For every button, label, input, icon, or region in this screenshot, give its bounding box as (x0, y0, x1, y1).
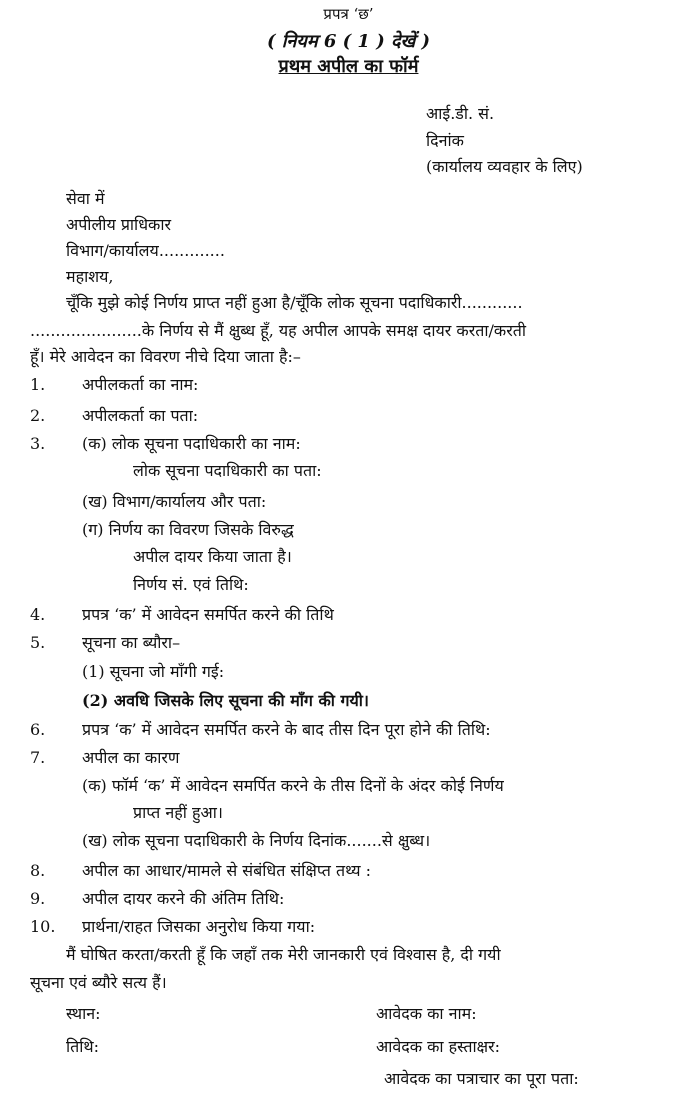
item-number-4: 4. (30, 605, 46, 624)
address-department: विभाग/कार्यालय............. (66, 241, 225, 260)
item-5-2-text: (2) अवधि जिसके लिए सूचना की माँग की गयी। (82, 691, 369, 710)
item-10-text: प्रार्थना/राहत जिसका अनुरोध किया गया: (82, 917, 316, 936)
address-authority: अपीलीय प्राधिकार (66, 215, 172, 234)
date-label: तिथि: (66, 1037, 100, 1056)
item-2-text: अपीलकर्ता का पता: (82, 406, 199, 425)
declaration-line-1: मैं घोषित करता/करती हूँ कि जहाँ तक मेरी जानकारी एवं विश्वास है, दी गयी (66, 945, 501, 964)
item-9-text: अपील दायर करने की अंतिम तिथि: (82, 889, 285, 908)
item-number-7: 7. (30, 748, 46, 767)
address-to: सेवा में (66, 189, 105, 208)
place-label: स्थान: (66, 1004, 101, 1023)
intro-line-3: हूँ। मेरे आवेदन का विवरण नीचे दिया जाता है:– (30, 347, 301, 366)
salutation: महाशय, (66, 267, 114, 286)
item-number-5: 5. (30, 633, 46, 652)
item-7a-line-2: प्राप्त नहीं हुआ। (133, 803, 223, 822)
declaration-line-2: सूचना एवं ब्यौरे सत्य हैं। (30, 973, 167, 992)
item-3c-line-3: निर्णय सं. एवं तिथि: (133, 575, 249, 594)
item-number-3: 3. (30, 434, 46, 453)
item-number-10: 10. (30, 917, 56, 936)
applicant-name-label: आवेदक का नाम: (376, 1004, 477, 1023)
rule-reference: ( नियम 6 ( 1 ) देखें ) (266, 31, 431, 52)
item-1-text: अपीलकर्ता का नाम: (82, 375, 199, 394)
item-5-text: सूचना का ब्यौरा– (82, 633, 181, 652)
item-3a-text: (क) लोक सूचना पदाधिकारी का नाम: (82, 434, 301, 453)
page-title (0, 55, 697, 79)
intro-line-2: ......................के निर्णय से मैं क्षुब्ध हूँ, यह अपील आपके समक्ष दायर करता/करती (30, 321, 527, 340)
item-number-9: 9. (30, 889, 46, 908)
item-3c-line-2: अपील दायर किया जाता है। (133, 547, 292, 566)
item-number-6: 6. (30, 720, 46, 739)
item-number-8: 8. (30, 861, 46, 880)
office-use-note: (कार्यालय व्यवहार के लिए) (426, 157, 583, 176)
item-3b-text: (ख) विभाग/कार्यालय और पता: (82, 492, 267, 511)
item-4-text: प्रपत्र ‘क’ में आवेदन समर्पित करने की तिथि (82, 605, 334, 624)
item-number-2: 2. (30, 406, 46, 425)
applicant-signature-label: आवेदक का हस्ताक्षर: (376, 1037, 501, 1056)
item-number-1: 1. (30, 375, 46, 394)
office-date-label: दिनांक (426, 131, 464, 150)
item-8-text: अपील का आधार/मामले से संबंधित संक्षिप्त तथ्य : (82, 861, 372, 880)
item-3a-address: लोक सूचना पदाधिकारी का पता: (133, 461, 322, 480)
item-7a-text: (क) फॉर्म ‘क’ में आवेदन समर्पित करने के तीस दिनों के अंदर कोई निर्णय (82, 776, 504, 795)
intro-line-1: चूँकि मुझे कोई निर्णय प्राप्त नहीं हुआ है/चूँकि लोक सूचना पदाधिकारी............ (66, 293, 523, 312)
item-5-1-text: (1) सूचना जो माँगी गई: (82, 662, 225, 681)
item-6-text: प्रपत्र ‘क’ में आवेदन समर्पित करने के बाद तीस दिन पूरा होने की तिथि: (82, 720, 491, 739)
id-number-label: आई.डी. सं. (426, 104, 495, 123)
item-3c-text: (ग) निर्णय का विवरण जिसके विरुद्ध (82, 520, 294, 539)
item-7-text: अपील का कारण (82, 748, 180, 767)
page-title-text: प्रथम अपील का फॉर्म (278, 56, 419, 77)
item-7b-text: (ख) लोक सूचना पदाधिकारी के निर्णय दिनांक.......से क्षुब्ध। (82, 831, 431, 850)
form-label: प्रपत्र ‘छ’ (323, 5, 374, 23)
applicant-address-label: आवेदक का पत्राचार का पूरा पता: (384, 1069, 579, 1088)
